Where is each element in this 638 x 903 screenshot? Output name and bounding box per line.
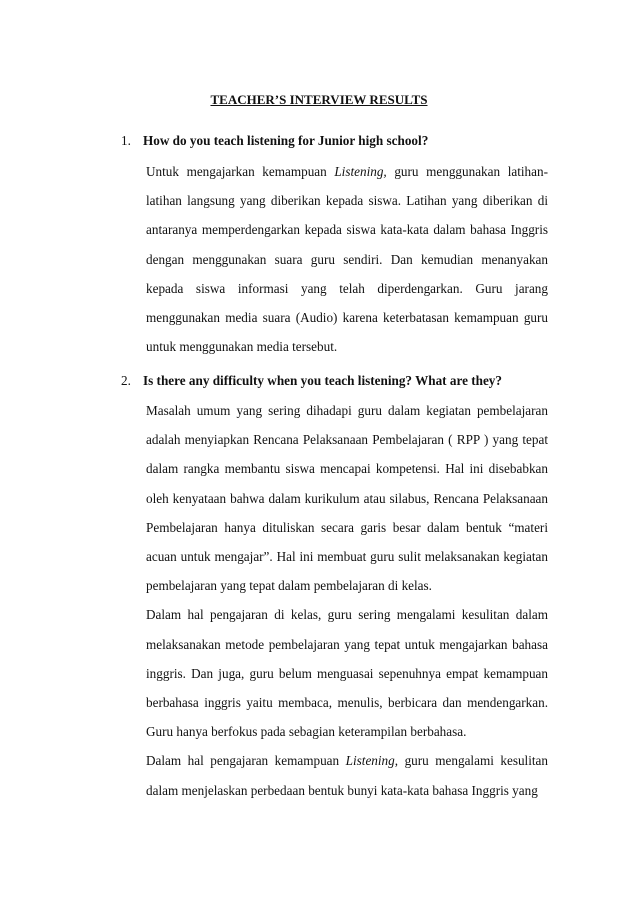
page-title: TEACHER’S INTERVIEW RESULTS [210, 92, 428, 107]
question-text: How do you teach listening for Junior high school? [143, 133, 429, 148]
question-text: Is there any difficulty when you teach listening? What are they? [143, 373, 502, 388]
answer-paragraph: Dalam hal pengajaran kemampuan Listening, guru mengalami kesulitan dalam menjelaskan perbedaan bentuk bunyi kata-kata bahasa Inggris yang [146, 753, 548, 798]
answer-1 [146, 157, 548, 361]
answer-2 [146, 396, 548, 805]
answer-paragraph: Untuk mengajarkan kemampuan Listening, guru menggunakan latihan-latihan langsung yang diberikan kepada siswa. Latihan yang diberikan di antaranya memperdengarkan kepada siswa kata-kata dalam bahasa Inggris dengan menggunakan suara guru sendiri. Dan kemudian menanyakan kepada siswa informasi yang telah diperdengarkan. Guru jarang menggunakan media suara (Audio) karena keterbatasan kemampuan guru untuk menggunakan media tersebut. [146, 164, 548, 355]
answer-paragraph: Dalam hal pengajaran di kelas, guru sering mengalami kesulitan dalam melaksanakan metode pembelajaran yang tepat untuk mengajarkan bahasa inggris. Dan juga, guru belum menguasai sepenuhnya empat kemampuan berbahasa inggris yaitu membaca, menulis, berbicara dan mendengarkan. Guru hanya berfokus pada sebagian keterampilan berbahasa. [146, 607, 548, 740]
question-1 [121, 132, 561, 150]
question-number: 2. [121, 373, 131, 388]
question-number: 1. [121, 133, 131, 148]
question-2 [121, 372, 561, 390]
answer-paragraph: Masalah umum yang sering dihadapi guru dalam kegiatan pembelajaran adalah menyiapkan Rencana Pelaksanaan Pembelajaran ( RPP ) yang tepat dalam rangka membantu siswa mencapai kompetensi. Hal ini disebabkan oleh kenyataan bahwa dalam kurikulum atau silabus, Rencana Pelaksanaan Pembelajaran hanya dituliskan secara garis besar dalam bentuk “materi acuan untuk mengajar”. Hal ini membuat guru sulit melaksanakan kegiatan pembelajaran yang tepat dalam pembelajaran di kelas. [146, 403, 548, 594]
